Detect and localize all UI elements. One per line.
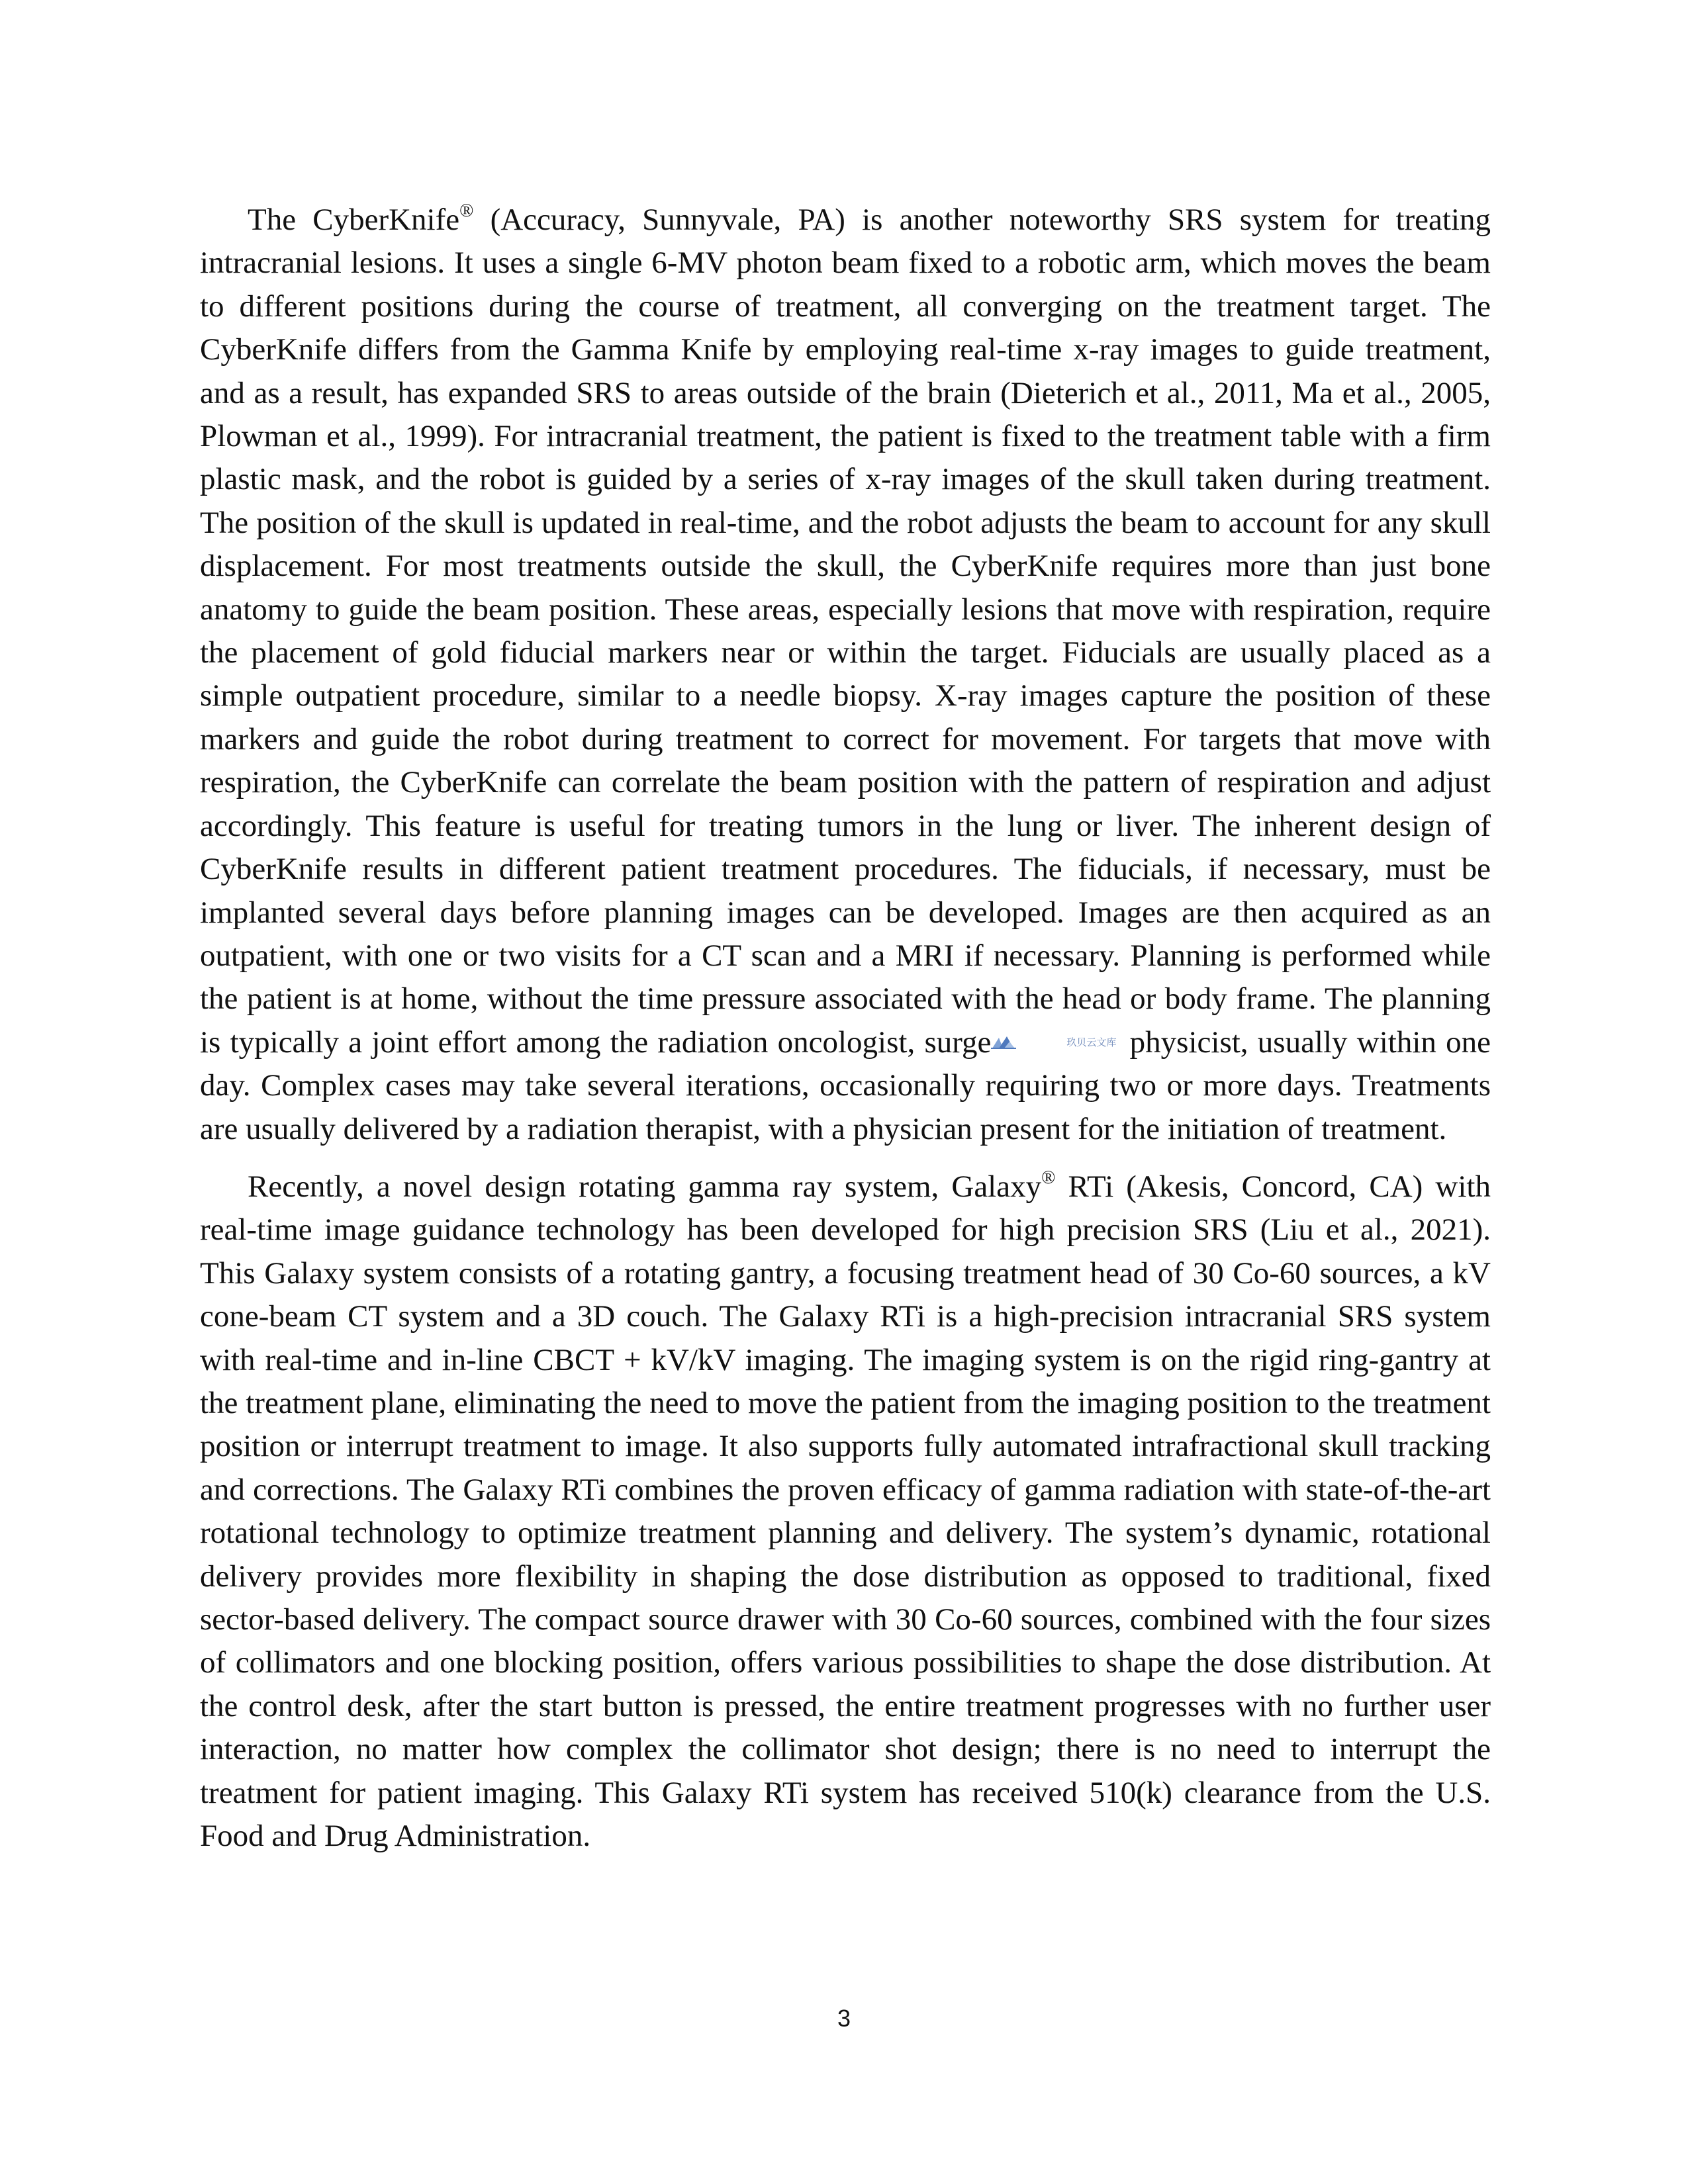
registered-mark: ® [459,201,474,221]
paragraph-cyberknife [200,199,1491,1151]
watermark [991,1035,1116,1050]
paragraph-2-text-start: Recently, a novel design rotating gamma ray system, Galaxy [248,1169,1042,1204]
paragraph-galaxy [200,1165,1491,1858]
body-text [200,199,1491,1858]
paragraph-2-text-main: RTi (Akesis, Concord, CA) with real-time image guidance technology has been developed for high precision SRS (Liu et al., 2021). This Galaxy system consists of a rotating gantry, a focusing treatment head of 30 Co-60 sources, a kV cone-beam CT system and a 3D couch. The Galaxy RTi is a high-precision intracranial SRS system with real-time and in-line CBCT + kV/kV imaging. The imaging system is on the rigid ring-gantry at the treatment plane, eliminating the need to move the patient from the imaging position to the treatment position or interrupt treatment to image. It also supports fully automated intrafractional skull tracking and corrections. The Galaxy RTi combines the proven efficacy of gamma radiation with state-of-the-art rotational technology to optimize treatment planning and delivery. The system’s dynamic, rotational delivery provides more flexibility in shaping the dose distribution as opposed to traditional, fixed sector-based delivery. The compact source drawer with 30 Co-60 sources, combined with the four sizes of collimators and one blocking position, offers various possibilities to shape the dose distribution. At the control desk, after the start button is pressed, the entire treatment progresses with no further user interaction, no matter how complex the collimator shot design; there is no need to interrupt the treatment for patient imaging. This Galaxy RTi system has received 510(k) clearance from the U.S. Food and Drug Administration. [200,1169,1491,1854]
paragraph-1-text-start: The CyberKnife [248,203,460,237]
paragraph-1-text-main: (Accuracy, Sunnyvale, PA) is another noteworthy SRS system for treating intracranial lesions. It uses a single 6-MV photon beam fixed to a robotic arm, which moves the beam to different positions during the course of treatment, all converging on the treatment target. The CyberKnife differs from the Gamma Knife by employing real-time x-ray images to guide treatment, and as a result, has expanded SRS to areas outside of the brain (Dieterich et al., 2011, Ma et al., 2005, Plowman et al., 1999). For intracranial treatment, the patient is fixed to the treatment table with a firm plastic mask, and the robot is guided by a series of x-ray images of the skull taken during treatment. The position of the skull is updated in real-time, and the robot adjusts the beam to account for any skull displacement. For most treatments outside the skull, the CyberKnife requires more than just bone anatomy to guide the beam position. These areas, especially lesions that move with respiration, require the placement of gold fiducial markers near or within the target. Fiducials are usually placed as a simple outpatient procedure, similar to a needle biopsy. X-ray images capture the position of these markers and guide the robot during treatment to correct for movement. For targets that move with respiration, the CyberKnife can correlate the beam position with the pattern of respiration and adjust accordingly. This feature is useful for treating tumors in the lung or liver. The inherent design of CyberKnife results in different patient treatment procedures. The fiducials, if necessary, must be implanted several days before planning images can be developed. Images are then acquired as an outpatient, with one or two visits for a CT scan and a MRI if necessary. Planning is performed while the patient is at home, without the time pressure associated with the head or body frame. The planning is typically a joint effort among the radiation oncologist, surge [200,203,1491,1060]
paragraph-1-text-end: physicist, usually within one day. Complex cases may take several iterations, occasionally requiring two or more days. Treatments are usually delivered by a radiation therapist, with a physician present for the initiation of treatment. [200,1024,1491,1146]
registered-mark: ® [1041,1167,1056,1188]
page-number: 3 [837,2005,851,2032]
watermark-text: 玖贝云文库 [1066,1036,1117,1048]
watermark-logo-icon [991,1035,1016,1050]
